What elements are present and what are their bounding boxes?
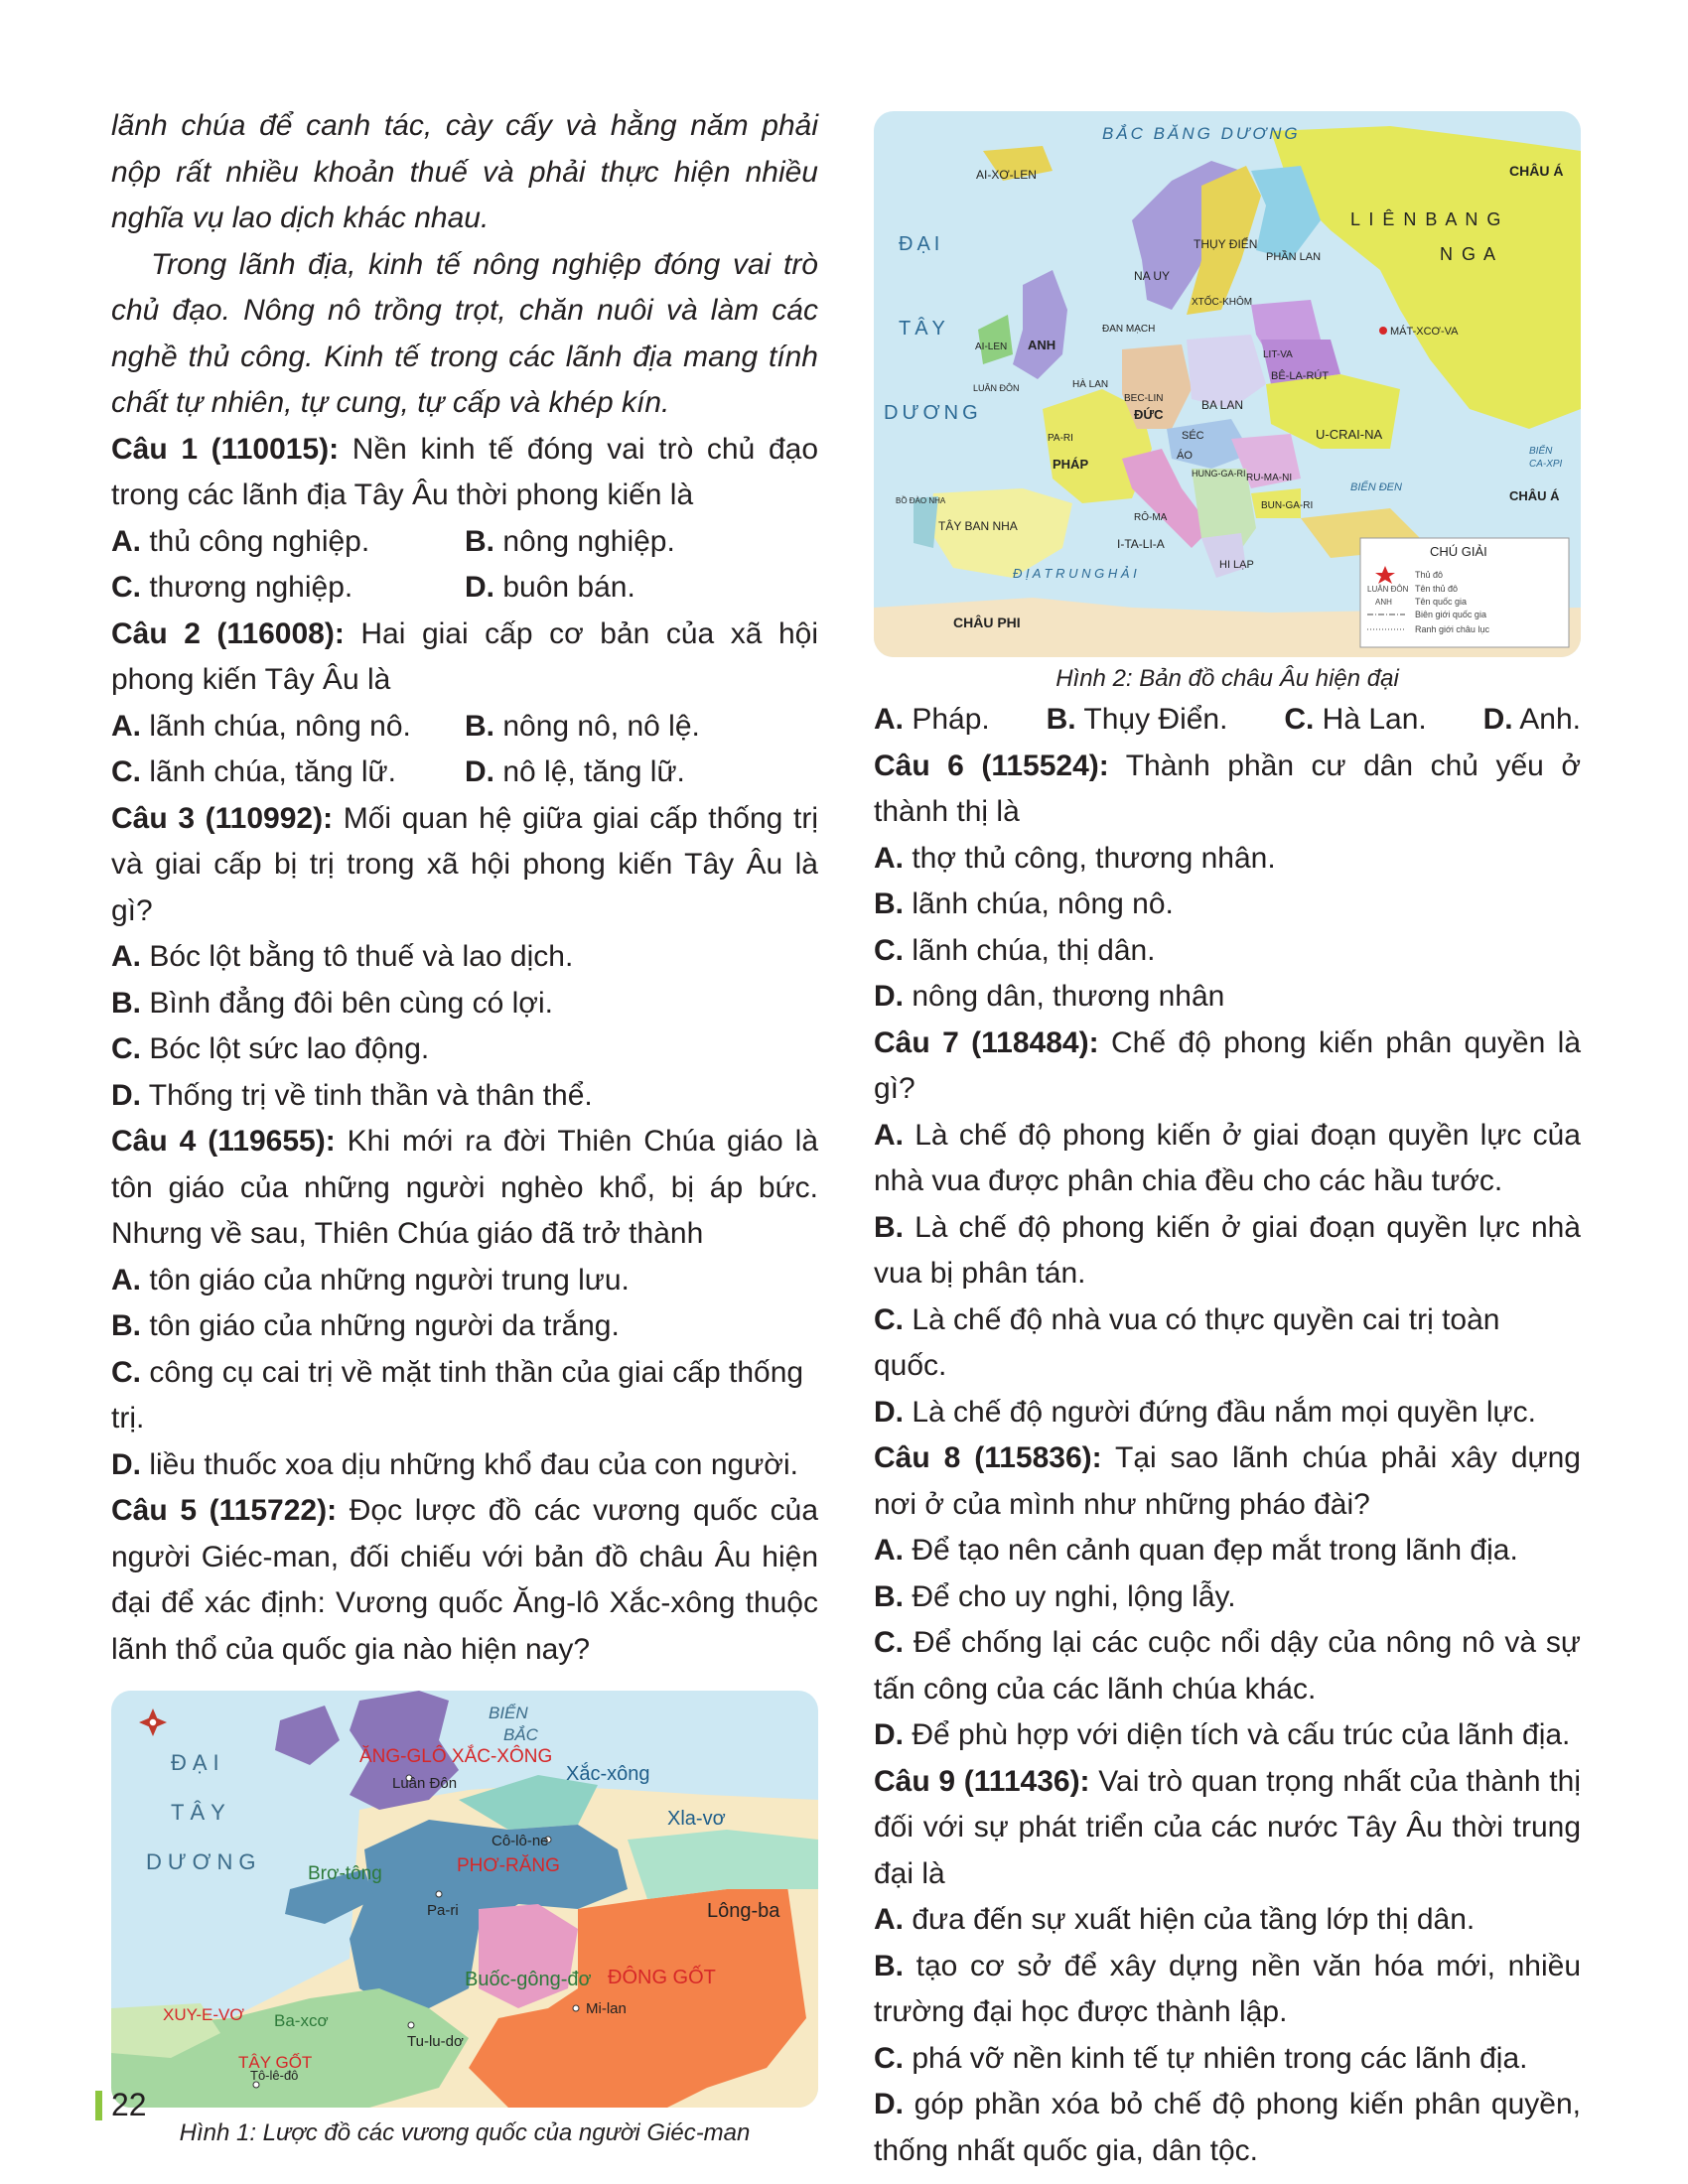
map1-label-bac: BẮC (503, 1725, 538, 1744)
question-5 (111, 1488, 818, 1673)
map2-label-uk: ANH (1028, 338, 1056, 352)
map2-label-ukraine: U-CRAI-NA (1316, 427, 1383, 442)
map1-label-dai: ĐẠI (171, 1750, 225, 1775)
option-d[interactable]: D. Anh. (1482, 703, 1581, 736)
question-8-text: Tại sao lãnh chúa phải xây dựng nơi ở của mình như những pháo đài? (874, 1441, 1581, 1521)
map2-label-asia-2: CHÂU Á (1509, 488, 1560, 503)
map1-label-paris: Pa-ri (427, 1902, 459, 1919)
map2-label-sea: BIỂN (1529, 446, 1553, 457)
question-4 (111, 1119, 818, 1258)
map2-label-norway: NA UY (1134, 269, 1171, 283)
map2-label-ireland: AI-LEN (975, 341, 1008, 352)
question-1 (111, 427, 818, 519)
map2-label-moscow: MÁT-XCƠ-VA (1390, 326, 1459, 338)
map1-label-anglo-saxon: ĂNG-GLÔ XẮC-XÔNG (359, 1746, 553, 1767)
question-1-label: Câu 1 (110015): (111, 432, 340, 466)
option-c[interactable]: C. thương nghiệp. (111, 571, 353, 604)
map2-label-berlin: BEC-LIN (1124, 393, 1164, 404)
question-9-text: Vai trò quan trọng nhất của thành thị đối với sự phát triển của các nước Tây Âu thời trung đại là (874, 1764, 1581, 1890)
map1-label-tay: TÂY (171, 1800, 231, 1825)
question-1-text: Nền kinh tế đóng vai trò chủ đạo trong các lãnh địa Tây Âu thời phong kiến là (111, 432, 818, 511)
map1-label-london: Luân Đôn (392, 1775, 458, 1792)
option-a[interactable]: A. tôn giáo của những người trung lưu. (111, 1263, 630, 1297)
modern-europe-map (874, 111, 1581, 657)
map2-label-mediterranean: Đ Ị A T R U N G H Ả I (1013, 566, 1137, 581)
question-6-text: Thành phần cư dân chủ yếu ở thành thị là (874, 749, 1581, 828)
map1-label-bien: BIỂN (489, 1704, 528, 1722)
question-2-text: Hai giai cấp cơ bản của xã hội phong kiến Tây Âu là (111, 616, 819, 696)
option-c[interactable]: C. phá vỡ nền kinh tế tự nhiên trong các lãnh địa. (874, 2041, 1528, 2075)
legend-border: Biên giới quốc gia (1415, 610, 1486, 619)
option-a[interactable]: A. Là chế độ phong kiến ở giai đoạn quyền lực của nhà vua được phân chia đều cho các hầu tước. (874, 1118, 1581, 1197)
question-5-text: Đọc lược đồ các vương quốc của người Giéc-man, đối chiếu với bản đồ châu Âu hiện đại để xác định: Vương quốc Ăng-lô Xắc-xông thuộc lãnh thổ của quốc gia nào hiện nay? (111, 1494, 819, 1666)
page-number (95, 2087, 147, 2123)
option-b[interactable]: B. Là chế độ phong kiến ở giai đoạn quyền lực nhà vua bị phân tán. (874, 1210, 1581, 1290)
map2-legend (1360, 538, 1569, 647)
legend-country-name: Tên quốc gia (1415, 597, 1468, 607)
question-9-label: Câu 9 (111436): (874, 1764, 1090, 1798)
map1-label-visigoths: TÂY GỐT (238, 2053, 313, 2072)
question-3 (111, 796, 818, 935)
map2-label-duong: DƯƠNG (884, 402, 982, 424)
map1-label-lombards: Lông-ba (707, 1900, 780, 1922)
map2-label-poland: BA LAN (1201, 398, 1244, 412)
page-number-text: 22 (111, 2087, 147, 2122)
map1-label-suebi: XUY-E-VƠ (163, 2005, 244, 2024)
question-5-label: Câu 5 (115722): (111, 1494, 338, 1527)
map1-label-slavs: Xla-vơ (667, 1808, 726, 1830)
map1-label-franks: PHƠ-RĂNG (457, 1855, 560, 1876)
map1-label-brittany: Brơ-tông (308, 1863, 382, 1884)
option-c[interactable]: C. Bóc lột sức lao động. (111, 1032, 430, 1065)
map2-label-africa: CHÂU PHI (953, 614, 1021, 630)
map1-label-ostrogoths: ĐÔNG GỐT (608, 1967, 716, 1988)
map1-label-burgundians: Buốc-gông-đơ (465, 1969, 592, 1990)
option-d[interactable]: D. buôn bán. (465, 571, 635, 604)
map2-label-dai: ĐẠI (899, 233, 944, 255)
option-c[interactable]: C. Hà Lan. (1284, 703, 1427, 736)
map2-label-romania: RU-MA-NI (1246, 473, 1293, 483)
map2-label-belarus: BÊ-LA-RÚT (1271, 370, 1330, 382)
map2-label-lien-bang: L I Ê N B A N G (1350, 209, 1503, 229)
question-7-label: Câu 7 (118484): (874, 1025, 1099, 1059)
map2-label-lithuania: LIT-VA (1263, 349, 1293, 360)
option-c[interactable]: C. Để chống lại các cuộc nổi dậy của nông nô và sự tấn công của các lãnh chúa khác. (874, 1626, 1581, 1706)
question-9 (874, 1759, 1581, 1898)
legend-capital-name: Tên thủ đô (1415, 584, 1459, 594)
question-6 (874, 744, 1581, 836)
map2-label-arctic: BẮC BĂNG DƯƠNG (1102, 124, 1301, 143)
map2-label-bulgaria: BUN-GA-RI (1261, 500, 1314, 511)
right-column (874, 111, 1581, 2174)
option-a[interactable]: A. Bóc lột bằng tô thuế và lao dịch. (111, 940, 574, 973)
map2-label-black-sea: BIỂN ĐEN (1350, 481, 1402, 493)
germanic-kingdoms-map (111, 1691, 818, 2108)
map2-label-czech: SÉC (1182, 430, 1204, 442)
map2-label-nga: N G A (1440, 244, 1498, 264)
map2-label-caspian: CA-XPI (1529, 459, 1563, 470)
question-7-text: Chế độ phong kiến phân quyền là gì? (874, 1025, 1582, 1105)
option-b[interactable]: B. nông nô, nô lệ. (465, 709, 700, 743)
map2-label-italy: I-TA-LI-A (1117, 537, 1165, 551)
option-c[interactable]: C. lãnh chúa, tăng lữ. (111, 755, 396, 788)
intro-paragraph-2: Trong lãnh địa, kinh tế nông nghiệp đóng vai trò chủ đạo. Nông nô trồng trọt, chăn nuôi và làm các nghề thủ công. Kinh tế trong các lãnh địa mang tính chất tự nhiên, tự cung, tự cấp và khép kín. (111, 247, 818, 419)
map1-label-duong: DƯƠNG (146, 1849, 262, 1874)
map2-label-london: LUÂN ĐÔN (973, 383, 1020, 393)
option-a[interactable]: A. đưa đến sự xuất hiện của tầng lớp thị dân. (874, 1903, 1476, 1936)
map2-label-asia-1: CHÂU Á (1509, 163, 1564, 179)
question-1-options (111, 519, 818, 612)
option-c[interactable]: C. Là chế độ nhà vua có thực quyền cai trị toàn quốc. (874, 1302, 1500, 1382)
question-3-label: Câu 3 (110992): (111, 801, 334, 835)
legend-capital-name-sample: LUÂN ĐÔN (1367, 585, 1409, 594)
question-6-label: Câu 6 (115524): (874, 749, 1109, 782)
question-3-text: Mối quan hệ giữa giai cấp thống trị và giai cấp bị trị trong xã hội phong kiến Tây Âu là gì? (111, 801, 818, 927)
map2-label-finland: PHẦN LAN (1266, 251, 1322, 263)
option-b[interactable]: B. tôn giáo của những người da trắng. (111, 1309, 620, 1342)
option-b[interactable]: B. Để cho uy nghi, lộng lẫy. (874, 1579, 1236, 1613)
question-5-options (874, 697, 1581, 744)
legend-title: CHÚ GIẢI (1430, 544, 1487, 559)
option-a[interactable]: A. Để tạo nên cảnh quan đẹp mắt trong lãnh địa. (874, 1534, 1518, 1567)
legend-continent-border: Ranh giới châu lục (1415, 624, 1489, 634)
legend-capital: Thủ đô (1415, 570, 1444, 580)
lombard-region (628, 1830, 818, 1899)
option-b[interactable]: B. Thụy Điển. (1046, 703, 1228, 736)
option-a[interactable]: A. thủ công nghiệp. (111, 524, 370, 558)
map2-label-spain: TÂY BAN NHA (938, 519, 1018, 533)
map1-label-basques: Ba-xcơ (274, 2011, 329, 2030)
question-2 (111, 612, 818, 704)
question-4-text: Khi mới ra đời Thiên Chúa giáo là tôn giáo của những người nghèo khổ, bị áp bức. Nhưng về sau, Thiên Chúa giáo đã trở thành (111, 1125, 819, 1250)
option-d[interactable]: D. Thống trị về tinh thần và thân thể. (111, 1078, 593, 1112)
intro-paragraph-1: lãnh chúa để canh tác, cày cấy và hằng năm phải nộp rất nhiều khoản thuế và phải thực hiện nhiều nghĩa vụ lao dịch khác nhau. (111, 109, 818, 234)
map1-label-toledo: Tô-lê-đô (250, 2068, 299, 2083)
option-a[interactable]: A. Pháp. (874, 703, 990, 736)
figure-1-caption: Hình 1: Lược đồ các vương quốc của người Giéc-man (179, 2119, 751, 2146)
map2-label-netherlands: HÀ LAN (1072, 379, 1109, 390)
option-b[interactable]: B. nông nghiệp. (465, 524, 675, 558)
map2-label-hungary: HUNG-GA-RI (1192, 469, 1246, 478)
option-c[interactable]: C. công cụ cai trị về mặt tinh thần của giai cấp thống trị. (111, 1355, 804, 1434)
map2-label-greece: HI LẠP (1219, 559, 1254, 571)
map1-label-milan: Mi-lan (586, 2000, 627, 2017)
option-a[interactable]: A. thợ thủ công, thương nhân. (874, 841, 1276, 875)
left-column (111, 103, 818, 2151)
map2-label-iceland: AI-XƠ-LEN (976, 168, 1037, 182)
map2-label-germany: ĐỨC (1134, 407, 1164, 422)
map2-label-rome: RÔ-MA (1134, 512, 1168, 523)
map2-label-denmark: ĐAN MẠCH (1102, 324, 1156, 335)
map2-label-paris: PA-RI (1048, 433, 1073, 444)
option-c[interactable]: C. lãnh chúa, thị dân. (874, 933, 1156, 967)
map1-label-cologne: Cô-lô-ne (492, 1833, 549, 1849)
map2-label-sweden: THỤY ĐIỂN (1194, 237, 1258, 251)
map2-label-tay: TÂY (899, 318, 949, 340)
option-b[interactable]: B. lãnh chúa, nông nô. (874, 887, 1174, 920)
option-d[interactable]: D. nô lệ, tăng lữ. (465, 755, 685, 788)
option-d[interactable]: D. nông dân, thương nhân (874, 980, 1225, 1013)
map2-label-stockholm: XTỐC-KHÔM (1192, 297, 1253, 308)
option-d[interactable]: D. góp phần xóa bỏ chế độ phong kiến phân quyền, thống nhất quốc gia, dân tộc. (874, 2088, 1581, 2167)
map1-label-toulouse: Tu-lu-dơ (407, 2033, 464, 2050)
map2-label-portugal: BỒ ĐÀO NHA (896, 496, 946, 505)
map1-label-saxon: Xắc-xông (566, 1763, 650, 1785)
map2-label-austria: ÁO (1177, 450, 1193, 462)
question-8 (874, 1435, 1581, 1528)
option-a[interactable]: A. lãnh chúa, nông nô. (111, 709, 411, 743)
question-8-label: Câu 8 (115836): (874, 1441, 1102, 1474)
map2-label-france: PHÁP (1053, 457, 1089, 472)
question-7 (874, 1021, 1581, 1113)
option-b[interactable]: B. tạo cơ sở để xây dựng nền văn hóa mới, nhiều trường đại học được thành lập. (874, 1949, 1581, 2028)
option-d[interactable]: D. Là chế độ người đứng đầu nắm mọi quyền lực. (874, 1395, 1536, 1429)
legend-country-name-sample: ANH (1375, 598, 1392, 607)
option-d[interactable]: D. liều thuốc xoa dịu những khổ đau của con người. (111, 1447, 798, 1481)
option-d[interactable]: D. Để phù hợp với diện tích và cấu trúc của lãnh địa. (874, 1718, 1571, 1751)
question-2-label: Câu 2 (116008): (111, 616, 345, 650)
option-b[interactable]: B. Bình đẳng đôi bên cùng có lợi. (111, 986, 553, 1020)
question-4-label: Câu 4 (119655): (111, 1125, 336, 1158)
figure-2-caption: Hình 2: Bản đồ châu Âu hiện đại (1055, 665, 1399, 692)
question-2-options (111, 704, 818, 796)
